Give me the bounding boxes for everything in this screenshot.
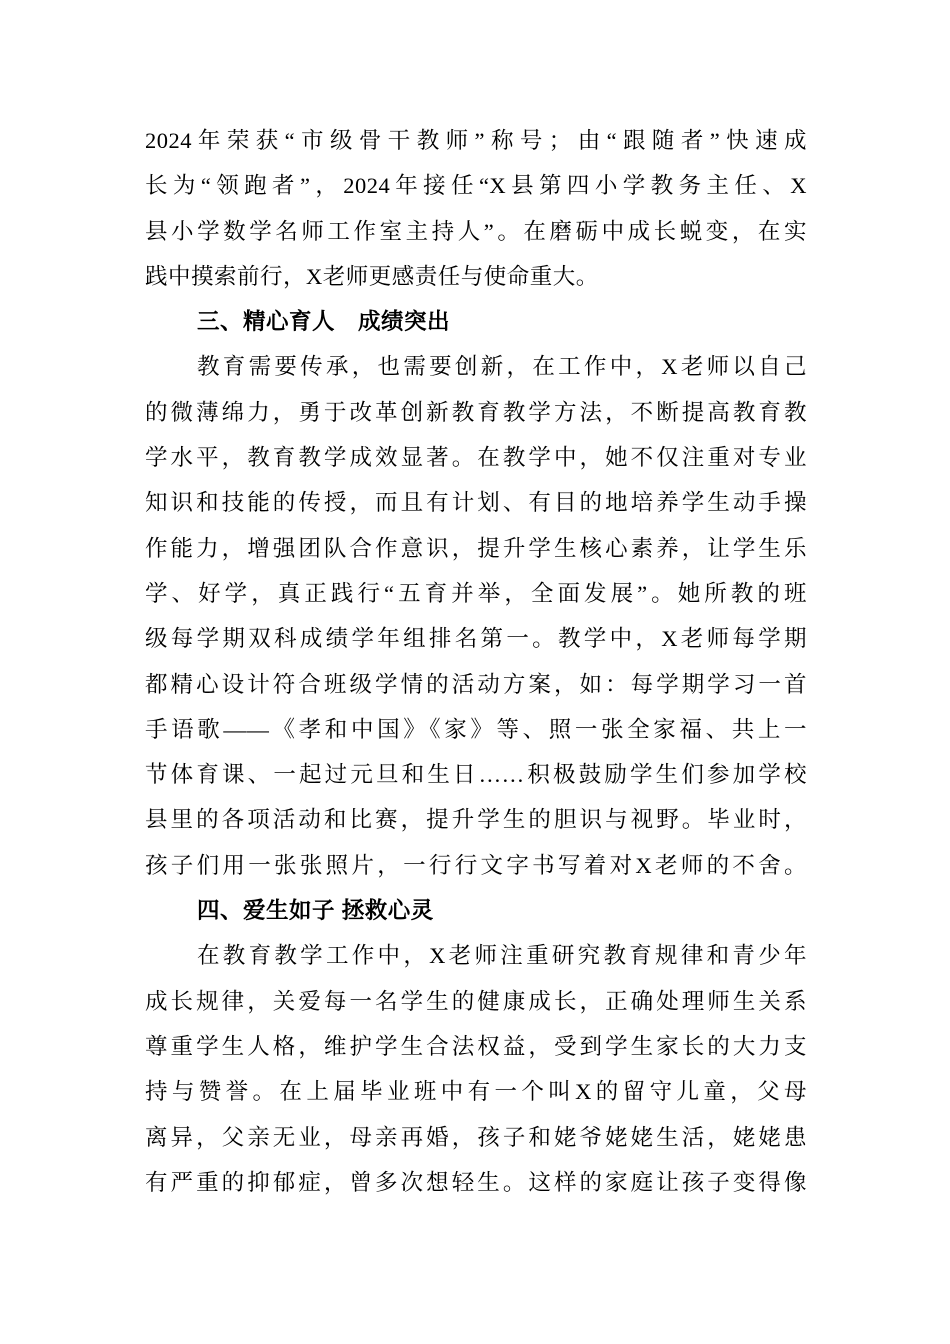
document-body — [145, 118, 807, 1205]
paragraph-line: 手语歌——《孝和中国》《家》等、照一张全家福、共上一 — [145, 716, 807, 742]
paragraph-line: 县里的各项活动和比赛，提升学生的胆识与视野。毕业时， — [145, 807, 807, 833]
section-heading: 四、爱生如子 拯救心灵 — [197, 898, 434, 924]
paragraph-line: 2024年荣获“市级骨干教师”称号；由“跟随者”快速成 — [145, 128, 807, 153]
section-heading: 三、精心育人 成绩突出 — [197, 309, 451, 335]
paragraph-line: 在教育教学工作中，X老师注重研究教育规律和青少年 — [197, 943, 807, 969]
paragraph-line: 都精心设计符合班级学情的活动方案，如：每学期学习一首 — [145, 671, 807, 697]
paragraph-line: 级每学期双科成绩学年组排名第一。教学中，X老师每学期 — [145, 626, 807, 652]
paragraph-line: 县小学数学名师工作室主持人”。在磨砺中成长蜕变，在实 — [145, 218, 807, 244]
paragraph-line: 学、好学，真正践行“五育并举，全面发展”。她所教的班 — [145, 580, 807, 606]
paragraph-line: 践中摸索前行，X老师更感责任与使命重大。 — [145, 263, 599, 289]
paragraph-line: 成长规律，关爱每一名学生的健康成长，正确处理师生关系 — [145, 988, 807, 1014]
paragraph-line: 离异，父亲无业，母亲再婚，孩子和姥爷姥姥生活，姥姥患 — [145, 1124, 807, 1150]
paragraph-line: 教育需要传承，也需要创新，在工作中，X老师以自己 — [197, 354, 807, 380]
paragraph-line: 作能力，增强团队合作意识，提升学生核心素养，让学生乐 — [145, 535, 807, 561]
paragraph-line: 有严重的抑郁症，曾多次想轻生。这样的家庭让孩子变得像 — [145, 1169, 807, 1195]
paragraph-line: 知识和技能的传授，而且有计划、有目的地培养学生动手操 — [145, 490, 807, 516]
paragraph-line: 孩子们用一张张照片，一行行文字书写着对X老师的不舍。 — [145, 852, 807, 878]
paragraph-line: 持与赞誉。在上届毕业班中有一个叫X的留守儿童，父母 — [145, 1079, 807, 1105]
paragraph-line: 长为“领跑者”，2024年接任“X县第四小学教务主任、X — [145, 173, 807, 199]
paragraph-line: 学水平，教育教学成效显著。在教学中，她不仅注重对专业 — [145, 445, 807, 471]
paragraph-line: 的微薄绵力，勇于改革创新教育教学方法，不断提高教育教 — [145, 399, 807, 425]
paragraph-line: 尊重学生人格，维护学生合法权益，受到学生家长的大力支 — [145, 1033, 807, 1059]
paragraph-line: 节体育课、一起过元旦和生日……积极鼓励学生们参加学校 — [145, 762, 807, 788]
